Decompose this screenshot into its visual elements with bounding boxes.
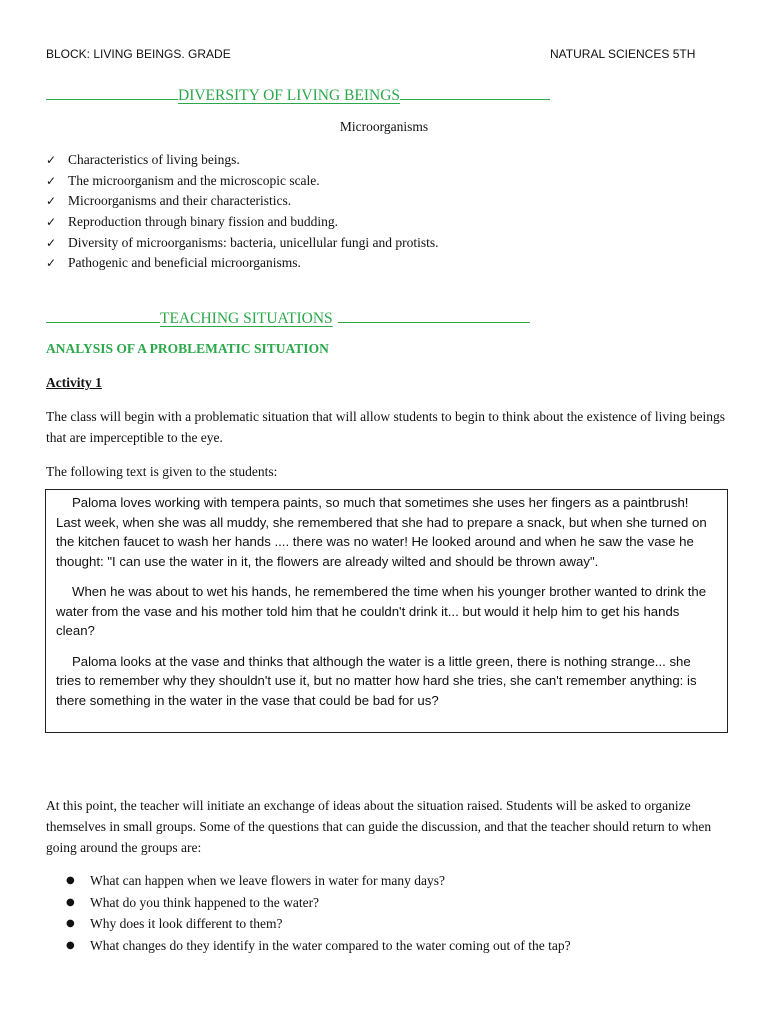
analysis-heading: ANALYSIS OF A PROBLEMATIC SITUATION xyxy=(46,341,329,356)
activity-label: Activity 1 xyxy=(46,375,102,390)
check-icon: ✓ xyxy=(46,235,57,250)
topic-checklist xyxy=(46,150,439,274)
checklist-item: ✓ Reproduction through binary fission and budding. xyxy=(46,212,439,233)
section-title-diversity xyxy=(46,83,550,105)
check-icon: ✓ xyxy=(46,215,57,230)
title-rule-right xyxy=(400,83,550,100)
story-paragraph: Paloma looks at the vase and thinks that although the water is a little green, there is nothing strange... she tries to remember why they shouldn't use it, but no matter how hard she tries, she can't remember anything: is there something in the water in the vase that could be bad for us? xyxy=(56,653,697,708)
section-title-teaching xyxy=(46,306,530,328)
header-block-label: BLOCK: LIVING BEINGS. GRADE xyxy=(46,47,231,61)
list-item: ● Why does it look different to them? xyxy=(66,914,571,936)
given-text-paragraph: The following text is given to the students: xyxy=(46,464,278,479)
title-rule-left xyxy=(46,83,178,100)
intro-paragraph: The class will begin with a problematic situation that will allow students to begin to think about the existence of living beings that are imperceptible to the eye. xyxy=(46,409,726,445)
title-rule-left xyxy=(46,306,160,323)
list-item: ● What can happen when we leave flowers in water for many days? xyxy=(66,871,571,893)
checklist-item: ✓ The microorganism and the microscopic scale. xyxy=(46,171,439,192)
title-rule-right xyxy=(338,306,530,323)
section-title-text: TEACHING SITUATIONS xyxy=(160,310,333,327)
section-title-text: DIVERSITY OF LIVING BEINGS xyxy=(178,87,401,104)
bullet-icon: ● xyxy=(66,939,75,951)
checklist-item: ✓ Characteristics of living beings. xyxy=(46,150,439,171)
subtitle-microorganisms: Microorganisms xyxy=(339,119,429,134)
list-item: ● What do you think happened to the water? xyxy=(66,893,571,915)
bullet-icon: ● xyxy=(66,875,75,886)
list-item: ● What changes do they identify in the water compared to the water coming out of the tap? xyxy=(66,936,571,958)
checklist-item: ✓ Pathogenic and beneficial microorganisms. xyxy=(46,253,439,274)
story-text-box xyxy=(45,489,728,733)
discussion-paragraph: At this point, the teacher will initiate an exchange of ideas about the situation raised. Students will be asked to organize themselves in small groups. Some of the questions that can guide the discussion, and that the teacher should return to when going around the groups are: xyxy=(46,798,712,855)
check-icon: ✓ xyxy=(46,256,57,271)
bullet-icon: ● xyxy=(66,918,75,929)
story-paragraph: Paloma loves working with tempera paints, so much that sometimes she uses her fingers as a paintbrush! Last week, when she was all muddy, she remembered that she had to prepare a snack, but when she turned on the kitchen faucet to wash her hands .... there was no water! He looked around and when he saw the vase he thought: "I can use the water in it, the flowers are already wilted and should be thrown away". xyxy=(56,495,707,569)
bullet-icon: ● xyxy=(66,896,75,908)
question-list xyxy=(66,871,571,957)
story-paragraph: When he was about to wet his hands, he remembered the time when his younger brother wanted to drink the water from the vase and his mother told him that he couldn't drink it... but would it help him to get his hands clean? xyxy=(56,584,707,638)
check-icon: ✓ xyxy=(46,173,57,188)
checklist-item: ✓ Diversity of microorganisms: bacteria, unicellular fungi and protists. xyxy=(46,233,439,254)
check-icon: ✓ xyxy=(46,194,57,209)
header-subject-label: NATURAL SCIENCES 5TH xyxy=(550,47,696,61)
checklist-item: ✓ Microorganisms and their characteristics. xyxy=(46,191,439,212)
check-icon: ✓ xyxy=(46,153,57,167)
